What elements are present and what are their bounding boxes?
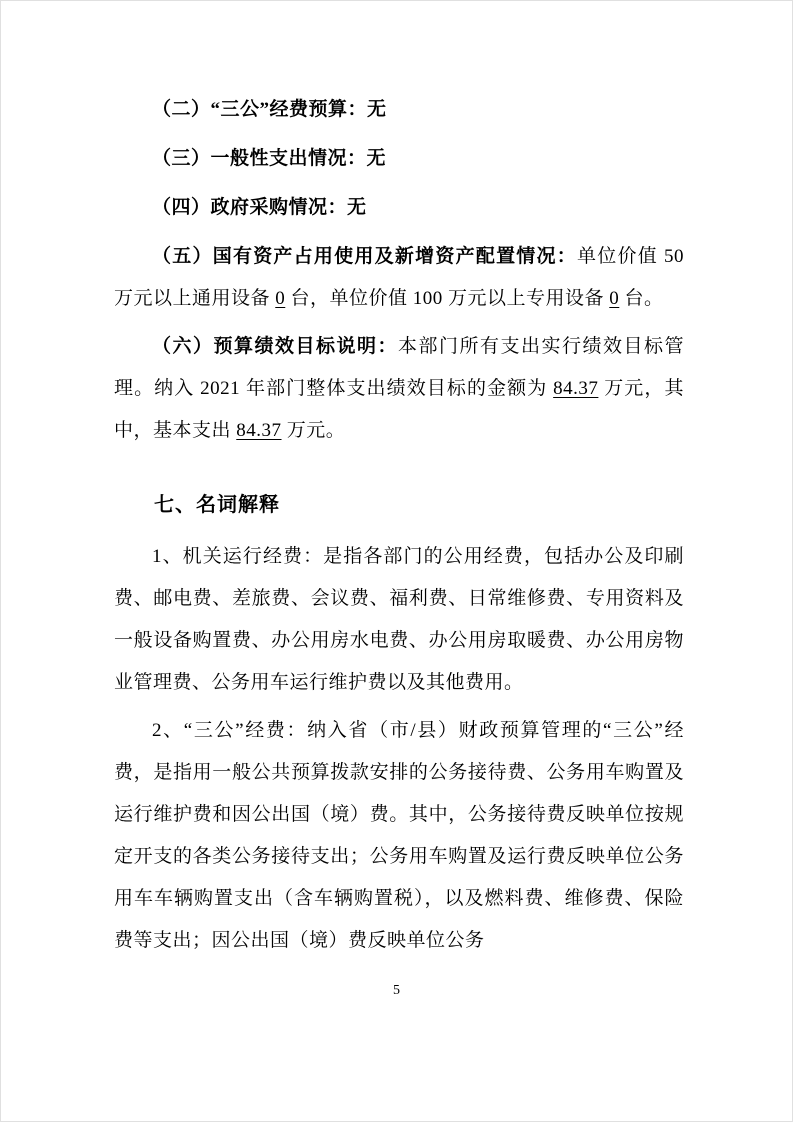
text-run-underlined-value: 84.37: [236, 420, 282, 441]
paragraph-term-sangong-funds: 2、“三公”经费：纳入省（市/县）财政预算管理的“三公”经费，是指用一般公共预算拨款安排的公务接待费、公务用车购置及运行维护费和因公出国（境）费。其中，公务接待费反映单位按规定开支的各类公务接待支出；公务用车购置及运行费反映单位公务用车车辆购置支出（含车辆购置税），以及燃料费、维修费、保险费等支出；因公出国（境）费反映单位公务: [114, 720, 684, 951]
text-run: 万元，其中，基本支出: [114, 378, 684, 441]
paragraph-state-assets: [114, 236, 684, 320]
paragraph-general-expenditure: （三）一般性支出情况：无: [152, 148, 387, 169]
text-run-underlined-value: 84.37: [553, 378, 599, 399]
page-footer: [1, 983, 792, 999]
section-heading-glossary: 七、名词解释: [154, 494, 280, 516]
text-run: 台。: [619, 288, 664, 309]
paragraph-term-operating-funds: 1、机关运行经费：是指各部门的公用经费，包括办公及印刷费、邮电费、差旅费、会议费、福利费、日常维修费、专用资料及一般设备购置费、办公用房水电费、办公用房取暖费、办公用房物业管理费、公务用车运行维护费以及其他费用。: [114, 546, 684, 693]
text-run-underlined-value: 0: [275, 288, 286, 309]
page-number: 5: [393, 983, 400, 998]
paragraph-government-procurement: （四）政府采购情况：无: [152, 197, 367, 218]
text-run-lead: （六）预算绩效目标说明：: [152, 336, 398, 357]
text-run: 本部门所有支出实行绩效目标管理。纳入 2021 年部门整体支出绩效目标的金额为: [114, 336, 684, 399]
text-run: 万元。: [281, 420, 346, 441]
text-run: 台，单位价值 100 万元以上专用设备: [285, 288, 610, 309]
paragraph-sangong-budget: （二）“三公”经费预算：无: [152, 99, 387, 120]
document-content: [114, 89, 684, 968]
text-run-underlined-value: 0: [609, 288, 620, 309]
text-run: 单位价值 50 万元以上通用设备: [114, 246, 684, 309]
text-run-lead: （五）国有资产占用使用及新增资产配置情况：: [152, 246, 578, 267]
paragraph-performance-target: [114, 326, 684, 452]
